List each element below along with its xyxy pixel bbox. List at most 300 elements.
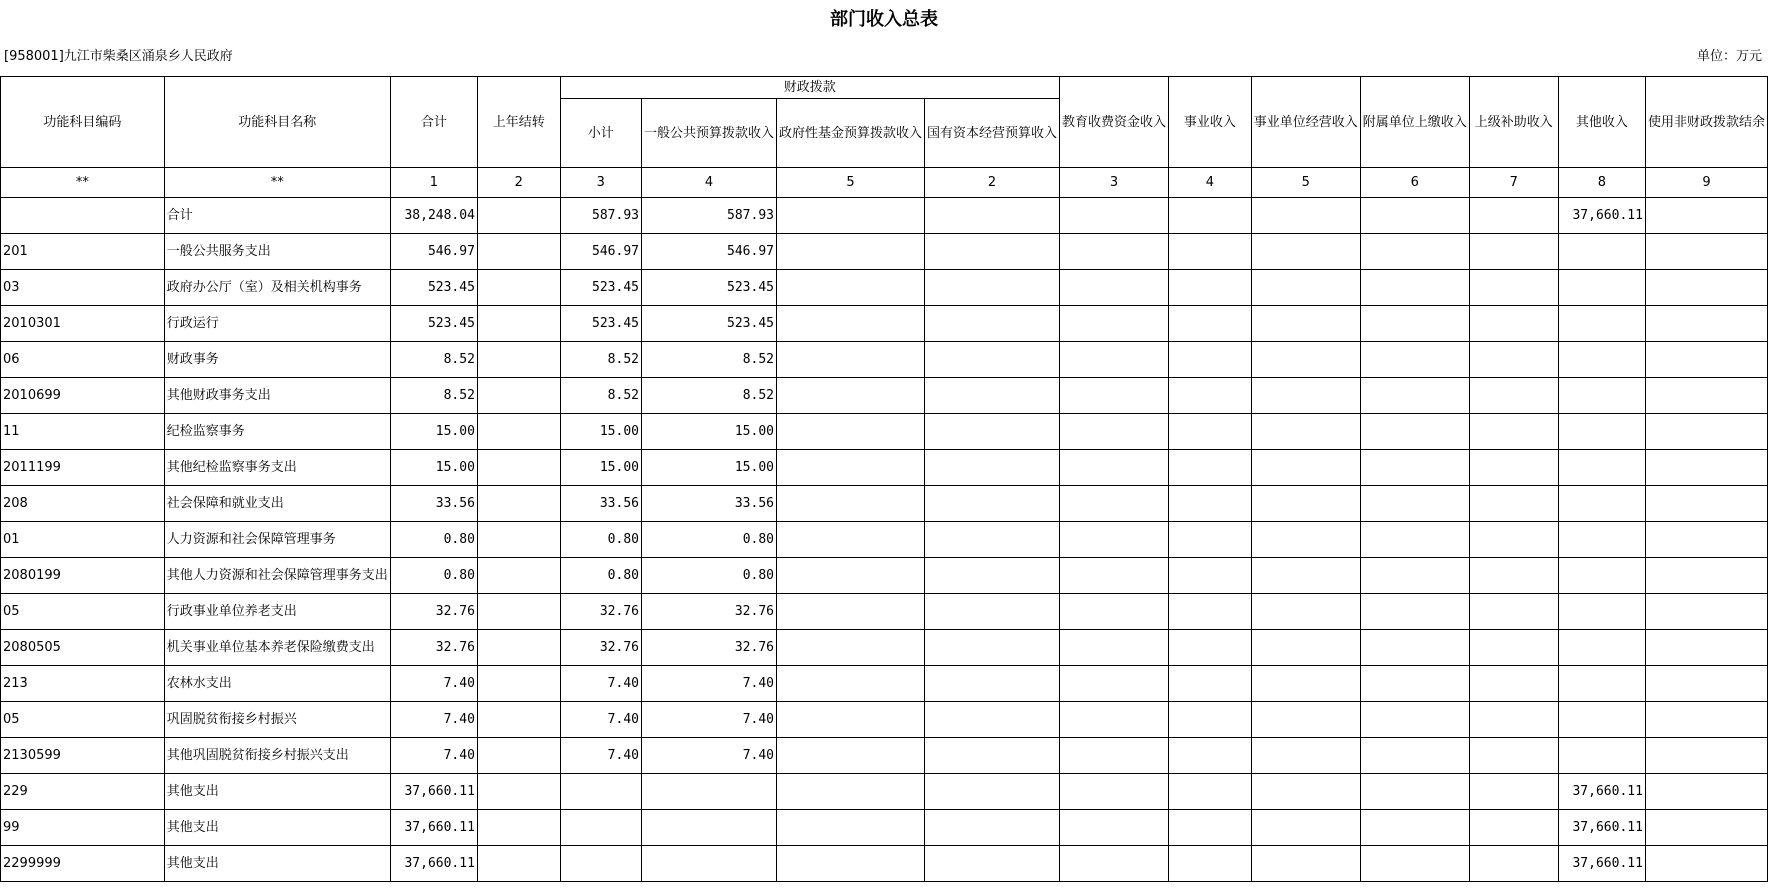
table-row <box>1 270 1768 306</box>
cell-education-fee <box>1060 810 1169 846</box>
cell-business-income <box>1169 234 1252 270</box>
cell-education-fee <box>1060 342 1169 378</box>
cell-other-income <box>1558 594 1645 630</box>
cell-business-income <box>1169 270 1252 306</box>
cell-gov-fund <box>777 630 925 666</box>
cell-code: 2010301 <box>1 306 165 342</box>
cell-code: 201 <box>1 234 165 270</box>
header-fiscal-group: 财政拨款 <box>560 77 1059 99</box>
header-non-fiscal-balance: 使用非财政拨款结余 <box>1645 77 1767 168</box>
currency-unit-label: 单位：万元 <box>1696 49 1762 64</box>
cell-name: 机关事业单位基本养老保险缴费支出 <box>164 630 390 666</box>
cell-non-fiscal-balance <box>1645 486 1767 522</box>
index-cell: 9 <box>1645 168 1767 198</box>
cell-gov-fund <box>777 738 925 774</box>
cell-other-income <box>1558 342 1645 378</box>
cell-operating-income <box>1251 378 1360 414</box>
table-row <box>1 810 1768 846</box>
cell-code: 2130599 <box>1 738 165 774</box>
table-row <box>1 198 1768 234</box>
cell-gov-fund <box>777 198 925 234</box>
cell-superior-subsidy <box>1469 270 1558 306</box>
cell-non-fiscal-balance <box>1645 450 1767 486</box>
table-row <box>1 738 1768 774</box>
cell-non-fiscal-balance <box>1645 666 1767 702</box>
index-cell: 8 <box>1558 168 1645 198</box>
cell-superior-subsidy <box>1469 810 1558 846</box>
cell-state-capital <box>925 630 1060 666</box>
index-cell: ** <box>1 168 165 198</box>
header-superior-subsidy: 上级补助收入 <box>1469 77 1558 168</box>
report-title: 部门收入总表 <box>830 9 938 30</box>
cell-superior-subsidy <box>1469 558 1558 594</box>
cell-carryover <box>477 234 560 270</box>
header-gov-fund: 政府性基金预算拨款收入 <box>777 99 925 168</box>
cell-gov-fund <box>777 306 925 342</box>
cell-code: 2011199 <box>1 450 165 486</box>
cell-affiliated-income <box>1360 702 1469 738</box>
cell-business-income <box>1169 378 1252 414</box>
cell-operating-income <box>1251 270 1360 306</box>
cell-name: 其他支出 <box>164 846 390 882</box>
cell-total: 0.80 <box>390 558 477 594</box>
cell-code: 05 <box>1 702 165 738</box>
cell-state-capital <box>925 846 1060 882</box>
cell-total: 37,660.11 <box>390 774 477 810</box>
cell-business-income <box>1169 522 1252 558</box>
cell-total: 37,660.11 <box>390 810 477 846</box>
cell-general-budget: 587.93 <box>641 198 776 234</box>
cell-general-budget: 0.80 <box>641 522 776 558</box>
cell-gov-fund <box>777 234 925 270</box>
cell-total: 8.52 <box>390 378 477 414</box>
cell-other-income <box>1558 234 1645 270</box>
cell-subtotal: 587.93 <box>560 198 641 234</box>
cell-general-budget: 32.76 <box>641 630 776 666</box>
cell-education-fee <box>1060 486 1169 522</box>
cell-general-budget: 33.56 <box>641 486 776 522</box>
cell-affiliated-income <box>1360 486 1469 522</box>
cell-non-fiscal-balance <box>1645 270 1767 306</box>
cell-code: 213 <box>1 666 165 702</box>
header-name: 功能科目名称 <box>164 77 390 168</box>
index-cell: ** <box>164 168 390 198</box>
cell-affiliated-income <box>1360 846 1469 882</box>
cell-business-income <box>1169 774 1252 810</box>
cell-affiliated-income <box>1360 378 1469 414</box>
cell-state-capital <box>925 774 1060 810</box>
cell-superior-subsidy <box>1469 414 1558 450</box>
cell-affiliated-income <box>1360 450 1469 486</box>
cell-code: 03 <box>1 270 165 306</box>
cell-superior-subsidy <box>1469 378 1558 414</box>
cell-gov-fund <box>777 342 925 378</box>
cell-affiliated-income <box>1360 594 1469 630</box>
index-cell: 6 <box>1360 168 1469 198</box>
cell-carryover <box>477 486 560 522</box>
cell-subtotal: 7.40 <box>560 666 641 702</box>
cell-total: 523.45 <box>390 270 477 306</box>
cell-name: 其他财政事务支出 <box>164 378 390 414</box>
cell-code: 2080505 <box>1 630 165 666</box>
cell-other-income <box>1558 522 1645 558</box>
cell-name: 巩固脱贫衔接乡村振兴 <box>164 702 390 738</box>
cell-non-fiscal-balance <box>1645 810 1767 846</box>
cell-operating-income <box>1251 198 1360 234</box>
cell-education-fee <box>1060 846 1169 882</box>
cell-general-budget: 0.80 <box>641 558 776 594</box>
cell-state-capital <box>925 342 1060 378</box>
cell-superior-subsidy <box>1469 234 1558 270</box>
cell-carryover <box>477 198 560 234</box>
cell-business-income <box>1169 666 1252 702</box>
cell-carryover <box>477 810 560 846</box>
cell-general-budget: 15.00 <box>641 450 776 486</box>
cell-gov-fund <box>777 414 925 450</box>
cell-gov-fund <box>777 774 925 810</box>
cell-total: 8.52 <box>390 342 477 378</box>
cell-business-income <box>1169 810 1252 846</box>
cell-non-fiscal-balance <box>1645 702 1767 738</box>
cell-superior-subsidy <box>1469 522 1558 558</box>
cell-code: 05 <box>1 594 165 630</box>
cell-carryover <box>477 522 560 558</box>
cell-state-capital <box>925 450 1060 486</box>
cell-affiliated-income <box>1360 198 1469 234</box>
index-cell: 3 <box>560 168 641 198</box>
cell-total: 0.80 <box>390 522 477 558</box>
cell-subtotal <box>560 810 641 846</box>
cell-business-income <box>1169 846 1252 882</box>
table-row <box>1 414 1768 450</box>
table-row <box>1 450 1768 486</box>
table-row <box>1 306 1768 342</box>
cell-superior-subsidy <box>1469 702 1558 738</box>
header-subtotal: 小计 <box>560 99 641 168</box>
cell-total: 37,660.11 <box>390 846 477 882</box>
cell-other-income <box>1558 630 1645 666</box>
cell-affiliated-income <box>1360 234 1469 270</box>
cell-affiliated-income <box>1360 558 1469 594</box>
cell-name: 农林水支出 <box>164 666 390 702</box>
cell-education-fee <box>1060 666 1169 702</box>
cell-education-fee <box>1060 270 1169 306</box>
cell-business-income <box>1169 558 1252 594</box>
cell-total: 32.76 <box>390 594 477 630</box>
cell-carryover <box>477 270 560 306</box>
cell-total: 32.76 <box>390 630 477 666</box>
cell-state-capital <box>925 594 1060 630</box>
cell-code: 2010699 <box>1 378 165 414</box>
table-row <box>1 702 1768 738</box>
cell-superior-subsidy <box>1469 846 1558 882</box>
cell-name: 行政事业单位养老支出 <box>164 594 390 630</box>
cell-subtotal <box>560 846 641 882</box>
cell-business-income <box>1169 594 1252 630</box>
cell-carryover <box>477 306 560 342</box>
cell-code: 01 <box>1 522 165 558</box>
cell-subtotal: 15.00 <box>560 414 641 450</box>
cell-general-budget <box>641 846 776 882</box>
table-row <box>1 774 1768 810</box>
unit-name: [958001]九江市柴桑区涌泉乡人民政府 <box>4 49 233 64</box>
cell-code: 208 <box>1 486 165 522</box>
table-row <box>1 378 1768 414</box>
index-cell: 5 <box>777 168 925 198</box>
cell-affiliated-income <box>1360 414 1469 450</box>
table-row <box>1 522 1768 558</box>
cell-affiliated-income <box>1360 738 1469 774</box>
header-education-fee: 教育收费资金收入 <box>1060 77 1169 168</box>
cell-other-income: 37,660.11 <box>1558 198 1645 234</box>
cell-total: 33.56 <box>390 486 477 522</box>
cell-gov-fund <box>777 666 925 702</box>
cell-other-income: 37,660.11 <box>1558 846 1645 882</box>
cell-code: 11 <box>1 414 165 450</box>
cell-superior-subsidy <box>1469 486 1558 522</box>
cell-operating-income <box>1251 486 1360 522</box>
cell-affiliated-income <box>1360 522 1469 558</box>
cell-operating-income <box>1251 594 1360 630</box>
cell-non-fiscal-balance <box>1645 558 1767 594</box>
cell-education-fee <box>1060 414 1169 450</box>
cell-code: 99 <box>1 810 165 846</box>
cell-subtotal: 7.40 <box>560 738 641 774</box>
index-cell: 7 <box>1469 168 1558 198</box>
cell-subtotal: 523.45 <box>560 270 641 306</box>
cell-business-income <box>1169 450 1252 486</box>
cell-affiliated-income <box>1360 666 1469 702</box>
index-cell: 2 <box>477 168 560 198</box>
cell-superior-subsidy <box>1469 450 1558 486</box>
index-cell: 3 <box>1060 168 1169 198</box>
cell-subtotal: 523.45 <box>560 306 641 342</box>
cell-gov-fund <box>777 486 925 522</box>
cell-other-income: 37,660.11 <box>1558 810 1645 846</box>
cell-operating-income <box>1251 306 1360 342</box>
cell-state-capital <box>925 558 1060 594</box>
cell-business-income <box>1169 630 1252 666</box>
cell-education-fee <box>1060 306 1169 342</box>
cell-total: 523.45 <box>390 306 477 342</box>
cell-business-income <box>1169 414 1252 450</box>
cell-operating-income <box>1251 702 1360 738</box>
cell-gov-fund <box>777 450 925 486</box>
header-operating-income: 事业单位经营收入 <box>1251 77 1360 168</box>
cell-other-income <box>1558 306 1645 342</box>
cell-superior-subsidy <box>1469 630 1558 666</box>
cell-education-fee <box>1060 522 1169 558</box>
index-cell: 5 <box>1251 168 1360 198</box>
cell-other-income <box>1558 486 1645 522</box>
index-cell: 4 <box>641 168 776 198</box>
cell-total: 546.97 <box>390 234 477 270</box>
cell-gov-fund <box>777 378 925 414</box>
table-row <box>1 486 1768 522</box>
cell-state-capital <box>925 234 1060 270</box>
cell-name: 政府办公厅（室）及相关机构事务 <box>164 270 390 306</box>
cell-carryover <box>477 846 560 882</box>
cell-general-budget: 7.40 <box>641 702 776 738</box>
header-general-budget: 一般公共预算拨款收入 <box>641 99 776 168</box>
cell-carryover <box>477 774 560 810</box>
cell-state-capital <box>925 702 1060 738</box>
cell-affiliated-income <box>1360 270 1469 306</box>
cell-non-fiscal-balance <box>1645 846 1767 882</box>
cell-general-budget: 523.45 <box>641 270 776 306</box>
cell-carryover <box>477 666 560 702</box>
index-cell: 4 <box>1169 168 1252 198</box>
cell-other-income <box>1558 414 1645 450</box>
cell-gov-fund <box>777 270 925 306</box>
cell-education-fee <box>1060 738 1169 774</box>
cell-general-budget: 8.52 <box>641 378 776 414</box>
cell-other-income <box>1558 270 1645 306</box>
cell-operating-income <box>1251 630 1360 666</box>
cell-name: 社会保障和就业支出 <box>164 486 390 522</box>
cell-general-budget <box>641 774 776 810</box>
cell-non-fiscal-balance <box>1645 198 1767 234</box>
cell-carryover <box>477 702 560 738</box>
cell-state-capital <box>925 522 1060 558</box>
cell-business-income <box>1169 702 1252 738</box>
cell-carryover <box>477 450 560 486</box>
cell-general-budget: 15.00 <box>641 414 776 450</box>
cell-name: 其他支出 <box>164 810 390 846</box>
cell-carryover <box>477 630 560 666</box>
cell-name: 合计 <box>164 198 390 234</box>
cell-affiliated-income <box>1360 342 1469 378</box>
cell-non-fiscal-balance <box>1645 522 1767 558</box>
table-body <box>1 198 1768 882</box>
cell-gov-fund <box>777 846 925 882</box>
cell-non-fiscal-balance <box>1645 306 1767 342</box>
cell-state-capital <box>925 270 1060 306</box>
cell-non-fiscal-balance <box>1645 234 1767 270</box>
cell-business-income <box>1169 738 1252 774</box>
cell-state-capital <box>925 378 1060 414</box>
cell-business-income <box>1169 486 1252 522</box>
table-row <box>1 846 1768 882</box>
cell-name: 其他人力资源和社会保障管理事务支出 <box>164 558 390 594</box>
cell-total: 7.40 <box>390 738 477 774</box>
cell-gov-fund <box>777 702 925 738</box>
revenue-summary-table <box>0 76 1768 882</box>
cell-carryover <box>477 414 560 450</box>
cell-superior-subsidy <box>1469 666 1558 702</box>
cell-operating-income <box>1251 810 1360 846</box>
cell-education-fee <box>1060 594 1169 630</box>
table-row <box>1 594 1768 630</box>
index-cell: 2 <box>925 168 1060 198</box>
cell-name: 行政运行 <box>164 306 390 342</box>
cell-name: 其他纪检监察事务支出 <box>164 450 390 486</box>
cell-affiliated-income <box>1360 630 1469 666</box>
cell-gov-fund <box>777 522 925 558</box>
cell-state-capital <box>925 810 1060 846</box>
cell-general-budget: 8.52 <box>641 342 776 378</box>
cell-non-fiscal-balance <box>1645 774 1767 810</box>
cell-subtotal: 32.76 <box>560 594 641 630</box>
cell-other-income: 37,660.11 <box>1558 774 1645 810</box>
cell-code: 229 <box>1 774 165 810</box>
cell-non-fiscal-balance <box>1645 738 1767 774</box>
cell-name: 一般公共服务支出 <box>164 234 390 270</box>
cell-non-fiscal-balance <box>1645 342 1767 378</box>
cell-education-fee <box>1060 378 1169 414</box>
header-code: 功能科目编码 <box>1 77 165 168</box>
header-business-income: 事业收入 <box>1169 77 1252 168</box>
cell-superior-subsidy <box>1469 342 1558 378</box>
cell-total: 15.00 <box>390 414 477 450</box>
cell-state-capital <box>925 486 1060 522</box>
cell-superior-subsidy <box>1469 774 1558 810</box>
cell-general-budget: 7.40 <box>641 666 776 702</box>
cell-general-budget <box>641 810 776 846</box>
cell-superior-subsidy <box>1469 594 1558 630</box>
cell-operating-income <box>1251 666 1360 702</box>
cell-total: 7.40 <box>390 702 477 738</box>
cell-other-income <box>1558 558 1645 594</box>
cell-education-fee <box>1060 234 1169 270</box>
cell-name: 其他巩固脱贫衔接乡村振兴支出 <box>164 738 390 774</box>
cell-general-budget: 32.76 <box>641 594 776 630</box>
cell-education-fee <box>1060 198 1169 234</box>
cell-carryover <box>477 594 560 630</box>
cell-general-budget: 546.97 <box>641 234 776 270</box>
cell-business-income <box>1169 306 1252 342</box>
cell-operating-income <box>1251 234 1360 270</box>
cell-superior-subsidy <box>1469 306 1558 342</box>
cell-carryover <box>477 342 560 378</box>
cell-subtotal: 0.80 <box>560 522 641 558</box>
cell-name: 其他支出 <box>164 774 390 810</box>
cell-state-capital <box>925 738 1060 774</box>
cell-operating-income <box>1251 774 1360 810</box>
cell-gov-fund <box>777 594 925 630</box>
cell-subtotal: 0.80 <box>560 558 641 594</box>
cell-code: 2080199 <box>1 558 165 594</box>
cell-operating-income <box>1251 342 1360 378</box>
cell-name: 纪检监察事务 <box>164 414 390 450</box>
cell-education-fee <box>1060 774 1169 810</box>
cell-affiliated-income <box>1360 810 1469 846</box>
cell-operating-income <box>1251 522 1360 558</box>
cell-total: 38,248.04 <box>390 198 477 234</box>
cell-carryover <box>477 738 560 774</box>
cell-operating-income <box>1251 450 1360 486</box>
table-row <box>1 558 1768 594</box>
cell-operating-income <box>1251 558 1360 594</box>
cell-business-income <box>1169 342 1252 378</box>
cell-carryover <box>477 378 560 414</box>
cell-gov-fund <box>777 558 925 594</box>
cell-education-fee <box>1060 450 1169 486</box>
cell-general-budget: 523.45 <box>641 306 776 342</box>
cell-code: 2299999 <box>1 846 165 882</box>
cell-state-capital <box>925 414 1060 450</box>
cell-operating-income <box>1251 738 1360 774</box>
cell-gov-fund <box>777 810 925 846</box>
index-cell: 1 <box>390 168 477 198</box>
cell-subtotal: 8.52 <box>560 378 641 414</box>
table-row <box>1 630 1768 666</box>
cell-subtotal: 546.97 <box>560 234 641 270</box>
cell-state-capital <box>925 666 1060 702</box>
cell-other-income <box>1558 702 1645 738</box>
cell-subtotal: 32.76 <box>560 630 641 666</box>
cell-superior-subsidy <box>1469 738 1558 774</box>
